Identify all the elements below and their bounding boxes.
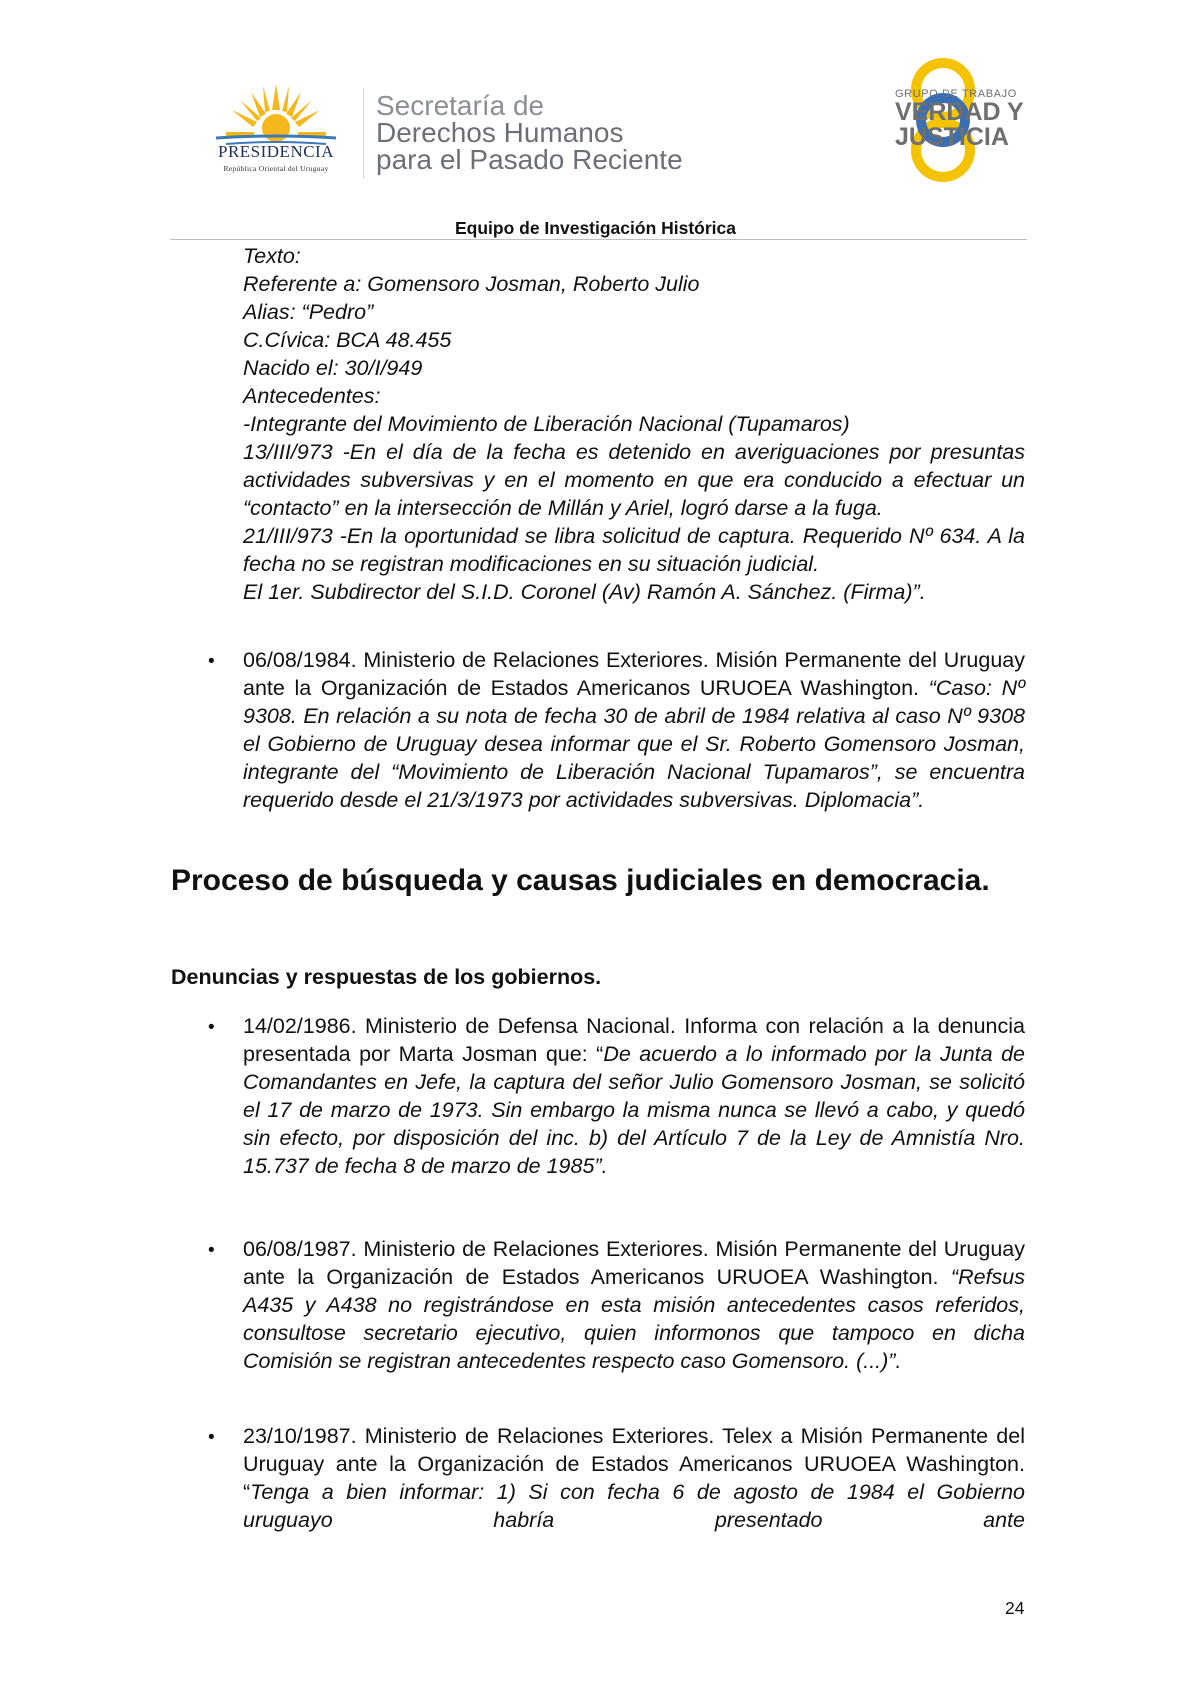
header-rule (170, 239, 1027, 240)
doc-paragraph: El 1er. Subdirector del S.I.D. Coronel (Av) Ramón A. Sánchez. (Firma)”. (243, 580, 926, 604)
list-item-text: 06/08/1987. Ministerio de Relaciones Exteriores. Misión Permanente del Uruguay ante la Organización de Estados Americanos URUOEA Washington. (243, 1237, 1025, 1289)
list-item-quote: Tenga a bien informar: 1) Si con fecha 6 de agosto de 1984 el Gobierno uruguayo habría presentado ante (243, 1480, 1025, 1532)
list-item-text: 06/08/1984. Ministerio de Relaciones Exteriores. Misión Permanente del Uruguay ante la Organización de Estados Americanos URUOEA Washington. (243, 648, 1025, 700)
bullet-marker: • (208, 1017, 215, 1038)
sun-icon (196, 80, 356, 150)
list-item (243, 1422, 1025, 1534)
verdad-justicia-wordmark (895, 88, 1065, 150)
list-item (243, 1012, 1025, 1180)
doc-line: -Integrante del Movimiento de Liberación Nacional (Tupamaros) (243, 412, 850, 436)
secretaria-line-1: Secretaría de (376, 90, 545, 121)
list-item-quote: De acuerdo a lo informado por la Junta de Comandantes en Jefe, la captura del señor Julio Gomensoro Josman, se solicitó el 17 de marzo de 1973. Sin embargo la misma nunca se llevó a cabo, y quedó sin efecto, por disposición del inc. b) del Artículo 7 de la Ley de Amnistía Nro. 15.737 de fecha 8 de marzo de 1985”. (243, 1042, 1025, 1178)
presidencia-logo (196, 80, 356, 180)
header-divider (363, 88, 364, 178)
doc-line: C.Cívica: BCA 48.455 (243, 328, 452, 352)
presidencia-wordmark: PRESIDENCIA (217, 142, 334, 161)
secretaria-title (376, 92, 736, 173)
page-number: 24 (1005, 1598, 1025, 1618)
list-item-quote: “Refsus A435 y A438 no registrándose en esta misión antecedentes casos referidos, consultose secretario ejecutivo, quien informonos que tampoco en dicha Comisión se registran antecedentes respecto caso Gomensoro. (...)”. (243, 1265, 1025, 1373)
grupo-label: GRUPO DE TRABAJO (895, 88, 1017, 100)
doc-paragraph: 21/III/973 -En la oportunidad se libra solicitud de captura. Requerido Nº 634. A la fecha no se registran modificaciones en su situación judicial. (243, 524, 1025, 576)
subsection-title: Denuncias y respuestas de los gobiernos. (171, 965, 602, 989)
doc-line: Alias: “Pedro” (243, 300, 374, 324)
doc-line: Referente a: Gomensoro Josman, Roberto Julio (243, 272, 700, 296)
team-label: Equipo de Investigación Histórica (454, 218, 737, 238)
list-item-text: 14/02/1986. Ministerio de Defensa Nacional. Informa con relación a la denuncia presentada por Marta Josman que: “ (243, 1014, 1025, 1066)
bullet-marker: • (208, 1427, 215, 1448)
secretaria-line-3: para el Pasado Reciente (376, 144, 683, 175)
document-field-lines (243, 242, 1025, 606)
doc-paragraph: 13/III/973 -En el día de la fecha es detenido en averiguaciones por presuntas actividades subversivas y en el momento en que era conducido a efectuar un “contacto” en la intersección de Millán y Ariel, logró darse a la fuga. (243, 440, 1025, 520)
list-item (243, 1235, 1025, 1375)
list-item (243, 646, 1025, 814)
presidencia-subtitle: República Oriental del Uruguay (223, 164, 329, 173)
bullet-marker: • (208, 651, 215, 672)
doc-line: Nacido el: 30/I/949 (243, 356, 423, 380)
verdad-label: VERDAD Y (895, 98, 1024, 126)
doc-line: Texto: (243, 244, 301, 268)
bullet-marker: • (208, 1240, 215, 1261)
list-item-quote: “Caso: Nº 9308. En relación a su nota de fecha 30 de abril de 1984 relativa al caso Nº 9308 el Gobierno de Uruguay desea informar que el Sr. Roberto Gomensoro Josman, integrante del “Movimiento de Liberación Nacional Tupamaros”, se encuentra requerido desde el 21/3/1973 por actividades subversivas. Diplomacia”. (243, 676, 1025, 812)
justicia-label: JUSTICIA (895, 123, 1009, 151)
list-item-text: 23/10/1987. Ministerio de Relaciones Exteriores. Telex a Misión Permanente del Uruguay ante la Organización de Estados Americanos URUOEA Washington. “ (243, 1424, 1025, 1504)
doc-line: Antecedentes: (243, 384, 381, 408)
section-title: Proceso de búsqueda y causas judiciales en democracia. (171, 864, 990, 897)
secretaria-line-2: Derechos Humanos (376, 117, 624, 148)
